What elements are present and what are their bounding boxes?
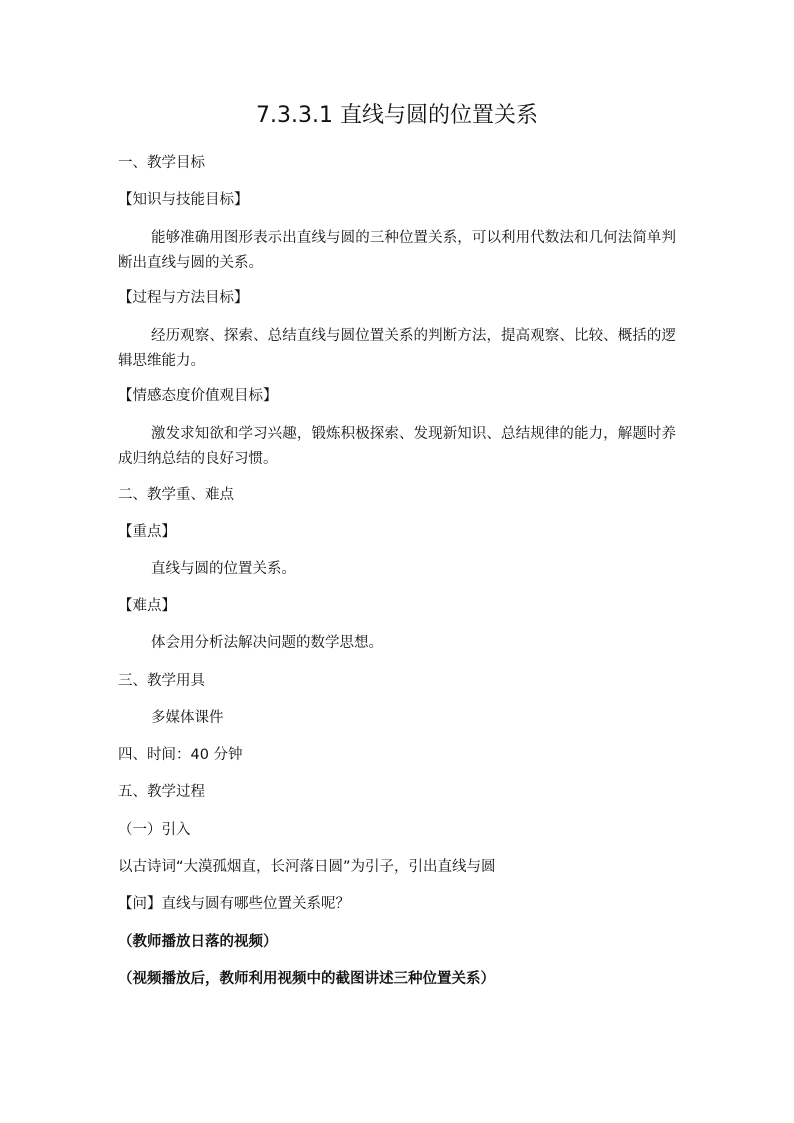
key-heading: 【重点】	[118, 524, 176, 540]
section-heading-key-points: 二、教学重、难点	[118, 487, 234, 503]
section-heading-tools: 三、教学用具	[118, 673, 205, 689]
section-heading-process: 五、教学过程	[118, 784, 205, 800]
section-heading-time: 四、时间：40 分钟	[118, 747, 243, 763]
section-heading-objectives: 一、教学目标	[118, 155, 205, 171]
page-title: 7.3.3.1 直线与圆的位置关系	[256, 103, 538, 128]
difficult-heading: 【难点】	[118, 598, 176, 614]
knowledge-paragraph: 能够准确用图形表示出直线与圆的三种位置关系，可以利用代数法和几何法简单判断出直线与圆的关系。	[118, 230, 676, 271]
process-heading: 【过程与方法目标】	[118, 290, 249, 306]
difficult-paragraph: 体会用分析法解决问题的数学思想。	[151, 635, 383, 651]
teacher-note-screenshots: （视频播放后，教师利用视频中的截图讲述三种位置关系）	[118, 970, 495, 987]
subsection-heading-intro: （一）引入	[118, 822, 191, 838]
emotion-paragraph: 激发求知欲和学习兴趣，锻炼积极探索、发现新知识、总结规律的能力，解题时养成归纳总结的良好习惯。	[118, 426, 676, 467]
knowledge-heading: 【知识与技能目标】	[118, 192, 249, 208]
tools-paragraph: 多媒体课件	[151, 710, 224, 726]
process-paragraph: 经历观察、探索、总结直线与圆位置关系的判断方法，提高观察、比较、概括的逻辑思维能力。	[118, 328, 676, 369]
key-paragraph: 直线与圆的位置关系。	[151, 561, 296, 577]
emotion-heading: 【情感态度价值观目标】	[118, 388, 278, 404]
question-paragraph: 【问】直线与圆有哪些位置关系呢？	[118, 896, 350, 912]
intro-paragraph: 以古诗词“大漠孤烟直，长河落日圆”为引子，引出直线与圆	[118, 859, 496, 875]
teacher-note-video: （教师播放日落的视频）	[118, 933, 278, 950]
